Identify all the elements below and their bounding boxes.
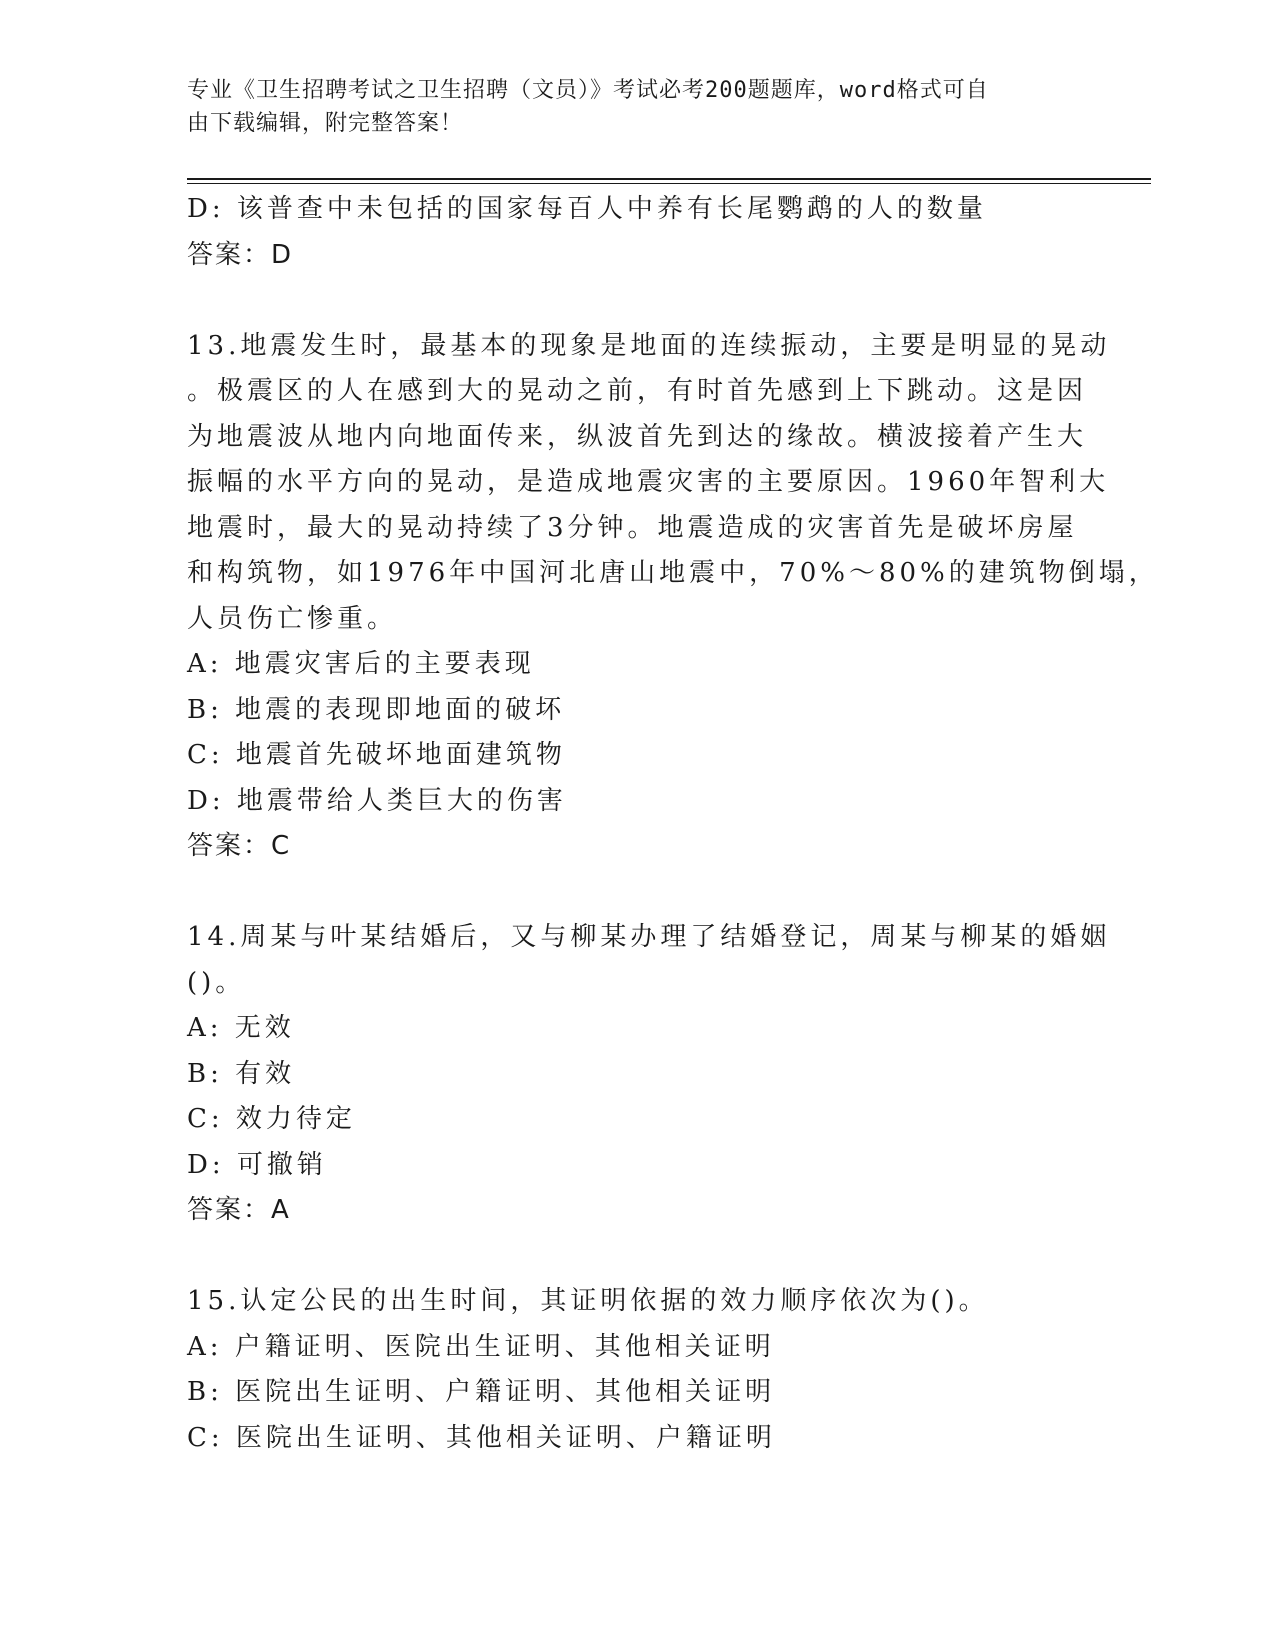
option-c: C: 医院出生证明、其他相关证明、户籍证明 [187, 1422, 776, 1453]
question-stem-line: 15.认定公民的出生时间，其证明依据的效力顺序依次为()。 [187, 1286, 989, 1316]
question-stem-line: 地震时，最大的晃动持续了3分钟。地震造成的灾害首先是破坏房屋 [187, 512, 1078, 543]
question-stem-line: 和构筑物，如1976年中国河北唐山地震中，70%～80%的建筑物倒塌， [187, 558, 1159, 588]
question-stem-line: 。极震区的人在感到大的晃动之前，有时首先感到上下跳动。这是因 [187, 376, 1088, 406]
spacer [187, 1234, 1067, 1280]
question-12 [187, 187, 1067, 278]
option-d: D: 可撤销 [187, 1149, 327, 1180]
option-a: A: 户籍证明、医院出生证明、其他相关证明 [187, 1331, 775, 1362]
option-c: C: 效力待定 [187, 1104, 356, 1134]
question-stem-line: 人员伤亡惨重。 [187, 603, 398, 634]
answer: 答案：D [187, 239, 294, 270]
question-15 [187, 1279, 1067, 1461]
answer: 答案：A [187, 1195, 291, 1225]
spacer [187, 278, 1067, 324]
question-13 [187, 324, 1159, 870]
document-body [187, 187, 1159, 1461]
header-line-2: 由下载编辑，附完整答案！ [187, 111, 464, 136]
header-line-1: 专业《卫生招聘考试之卫生招聘（文员）》考试必考200题题库，word格式可自 [187, 78, 989, 103]
question-stem-line: 13.地震发生时，最基本的现象是地面的连续振动，主要是明显的晃动 [187, 330, 1111, 361]
option-b: B: 医院出生证明、户籍证明、其他相关证明 [187, 1377, 776, 1407]
option-b: B: 有效 [187, 1058, 296, 1089]
question-14 [187, 915, 1111, 1234]
option-a: A: 地震灾害后的主要表现 [187, 649, 535, 679]
question-stem-line: 14.周某与叶某结婚后，又与柳某办理了结婚登记，周某与柳某的婚姻 [187, 922, 1111, 952]
option-d: D: 该普查中未包括的国家每百人中养有长尾鹦鹉的人的数量 [187, 194, 987, 224]
option-b: B: 地震的表现即地面的破坏 [187, 694, 566, 725]
question-stem-line: ()。 [187, 967, 246, 998]
question-stem-line: 振幅的水平方向的晃动，是造成地震灾害的主要原因。1960年智利大 [187, 467, 1110, 497]
option-c: C: 地震首先破坏地面建筑物 [187, 740, 566, 770]
answer: 答案：C [187, 831, 292, 861]
option-a: A: 无效 [187, 1013, 295, 1043]
option-d: D: 地震带给人类巨大的伤害 [187, 785, 567, 816]
document-header [187, 74, 1067, 140]
header-rule-thin [187, 183, 1151, 184]
header-rule-thick [187, 178, 1151, 180]
spacer [187, 870, 1067, 916]
question-stem-line: 为地震波从地内向地面传来，纵波首先到达的缘故。横波接着产生大 [187, 421, 1088, 452]
